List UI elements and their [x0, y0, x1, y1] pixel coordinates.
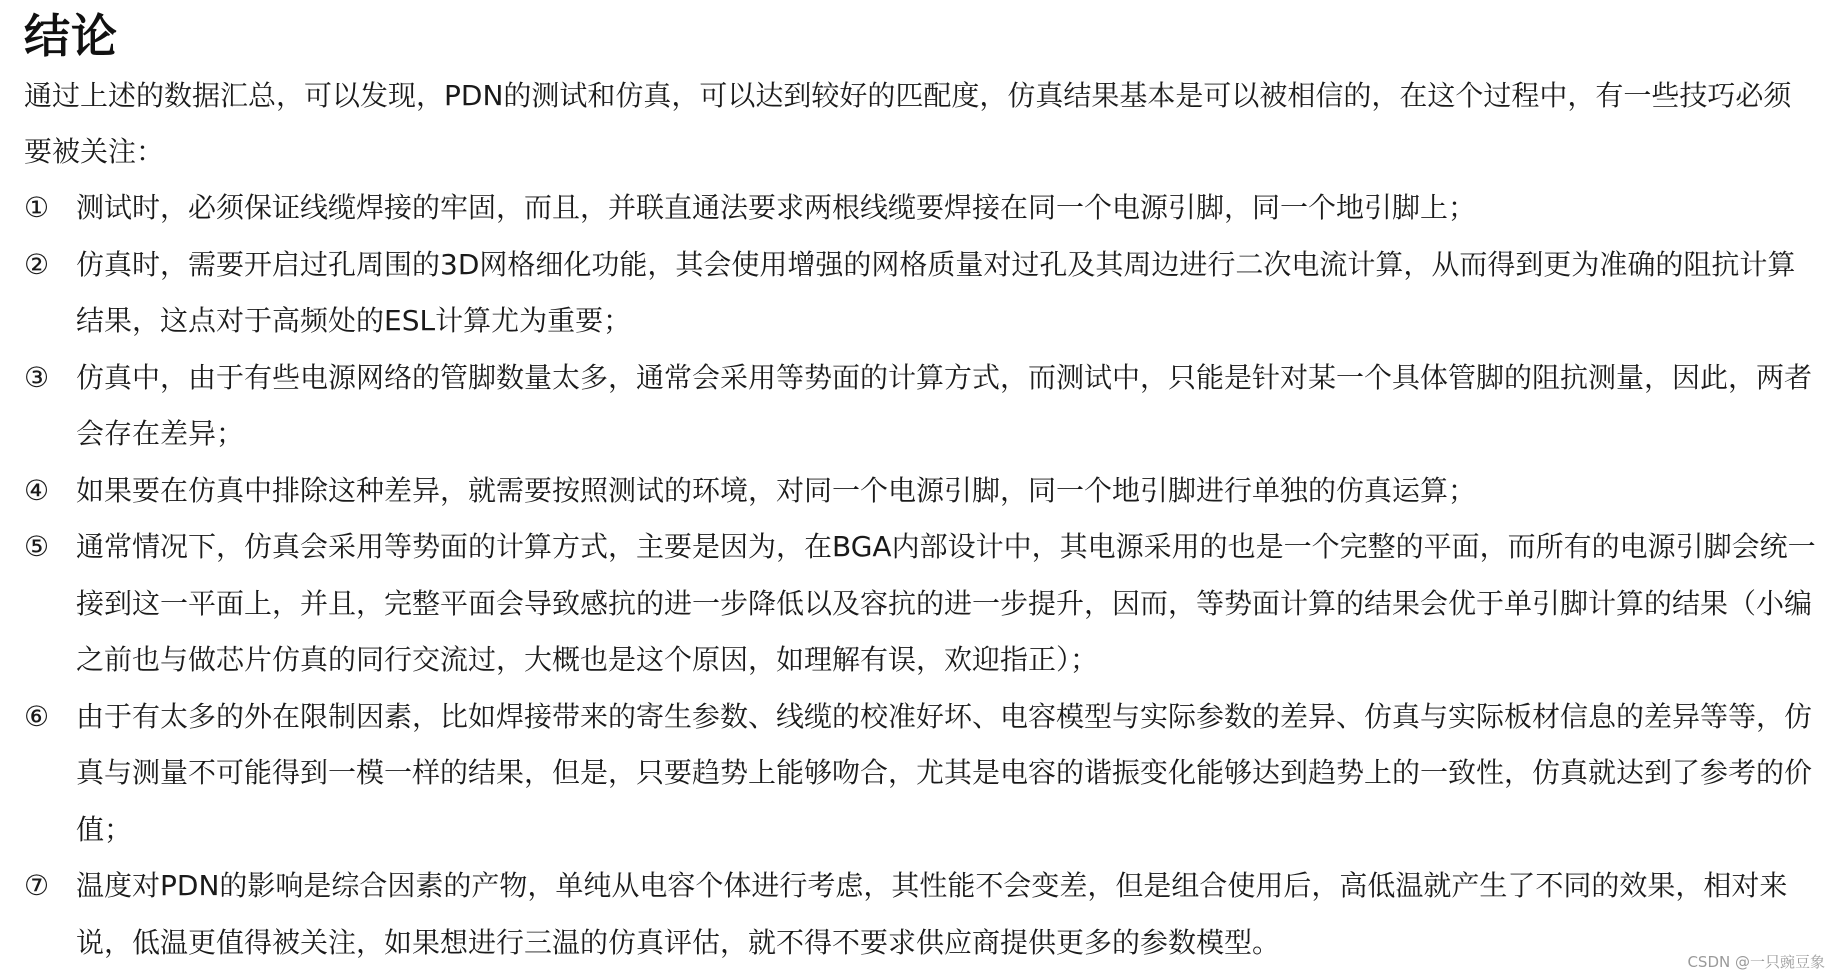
list-marker: ③ [24, 360, 50, 394]
watermark: CSDN @一只豌豆象 [1687, 953, 1825, 971]
list-marker: ⑤ [24, 530, 50, 563]
list-item-text: 仿真时，需要开启过孔周围的3D网格细化功能，其会使用增强的网格质量对过孔及其周边进行二次电流计算，从而得到更为准确的阻抗计算结果，这点对于高频处的ESL计算尤为重要； [76, 247, 1796, 337]
list-item [24, 180, 1819, 237]
list-item-text: 仿真中，由于有些电源网络的管脚数量太多，通常会采用等势面的计算方式，而测试中，只能是针对某一个具体管脚的阻抗测量，因此，两者会存在差异； [76, 360, 1813, 450]
list-marker: ① [24, 191, 50, 224]
list-marker: ④ [24, 473, 50, 507]
list-item-text: 如果要在仿真中排除这种差异，就需要按照测试的环境，对同一个电源引脚，同一个地引脚进行单独的仿真运算； [76, 473, 1477, 507]
list-item [24, 858, 1819, 971]
section-title: 结论 [24, 9, 118, 63]
tips-list [24, 180, 1819, 971]
list-item-text: 通常情况下，仿真会采用等势面的计算方式，主要是因为，在BGA内部设计中，其电源采用的也是一个完整的平面，而所有的电源引脚会统一接到这一平面上，并且，完整平面会导致感抗的进一步降低以及容抗的进一步提升，因而，等势面计算的结果会优于单引脚计算的结果（小编之前也与做芯片仿真的同行交流过，大概也是这个原因，如理解有误，欢迎指正）； [76, 530, 1816, 676]
list-marker: ⑥ [24, 699, 50, 733]
list-marker: ② [24, 247, 50, 281]
list-item-text: 温度对PDN的影响是综合因素的产物，单纯从电容个体进行考虑，其性能不会变差，但是组合使用后，高低温就产生了不同的效果，相对来说，低温更值得被关注，如果想进行三温的仿真评估，就不得不要求供应商提供更多的参数模型。 [76, 869, 1788, 959]
intro-paragraph: 通过上述的数据汇总，可以发现，PDN的测试和仿真，可以达到较好的匹配度，仿真结果基本是可以被相信的，在这个过程中，有一些技巧必须要被关注： [24, 79, 1792, 168]
list-item [24, 237, 1819, 350]
list-item [24, 350, 1819, 463]
list-item [24, 463, 1819, 520]
list-item [24, 689, 1819, 859]
article [24, 4, 1819, 971]
list-marker: ⑦ [24, 869, 50, 902]
list-item [24, 519, 1819, 689]
list-item-text: 由于有太多的外在限制因素，比如焊接带来的寄生参数、线缆的校准好坏、电容模型与实际参数的差异、仿真与实际板材信息的差异等等，仿真与测量不可能得到一模一样的结果，但是，只要趋势上能够吻合，尤其是电容的谐振变化能够达到趋势上的一致性，仿真就达到了参考的价值； [76, 699, 1813, 846]
list-item-text: 测试时，必须保证线缆焊接的牢固，而且，并联直通法要求两根线缆要焊接在同一个电源引脚，同一个地引脚上； [76, 191, 1477, 224]
